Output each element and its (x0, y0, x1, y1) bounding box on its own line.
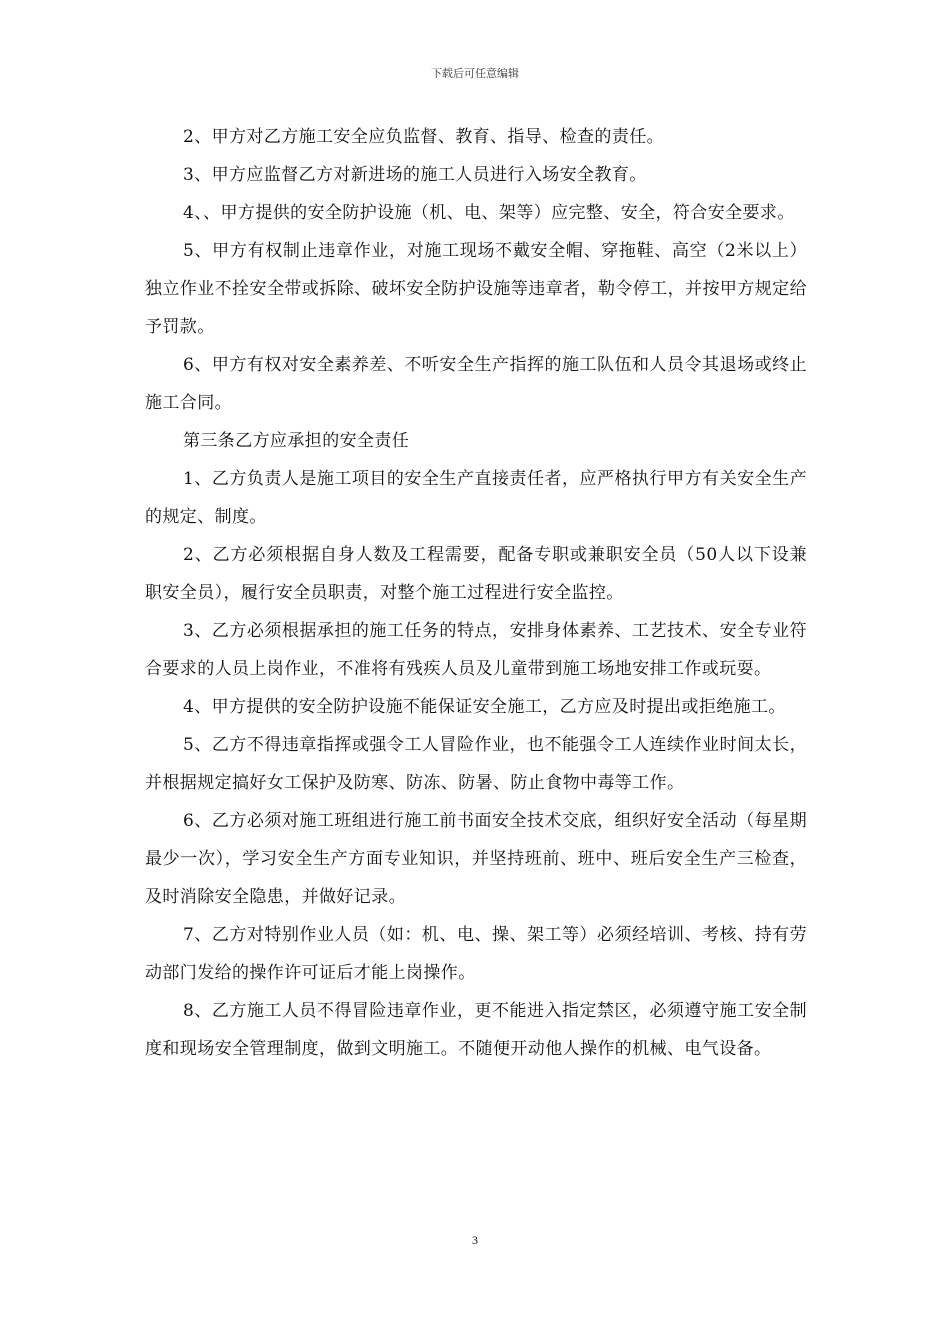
clause-paragraph: 5、乙方不得违章指挥或强令工人冒险作业，也不能强令工人连续作业时间太长，并根据规定搞好女工保护及防寒、防冻、防暑、防止食物中毒等工作。 (145, 735, 807, 793)
clause-paragraph: 2、甲方对乙方施工安全应负监督、教育、指导、检查的责任。 (183, 127, 665, 147)
clause-paragraph: 4、、甲方提供的安全防护设施（机、电、架等）应完整、安全，符合安全要求。 (183, 203, 795, 223)
page-number: 3 (472, 1233, 478, 1247)
clause-paragraph: 2、乙方必须根据自身人数及工程需要，配备专职或兼职安全员（50人以下设兼职安全员），履行安全员职责，对整个施工过程进行安全监控。 (145, 545, 807, 603)
page-header: 下载后可任意编辑 (431, 67, 519, 80)
clause-paragraph: 3、乙方必须根据承担的施工任务的特点，安排身体素养、工艺技术、安全专业符合要求的人员上岗作业，不准将有残疾人员及儿童带到施工场地安排工作或玩耍。 (145, 621, 807, 679)
section-heading: 第三条乙方应承担的安全责任 (183, 431, 410, 451)
clause-paragraph: 6、甲方有权对安全素养差、不听安全生产指挥的施工队伍和人员令其退场或终止施工合同。 (145, 355, 807, 413)
clause-paragraph: 6、乙方必须对施工班组进行施工前书面安全技术交底，组织好安全活动（每星期最少一次），学习安全生产方面专业知识，并坚持班前、班中、班后安全生产三检查，及时消除安全隐患，并做好记录。 (145, 811, 807, 907)
clause-paragraph: 1、乙方负责人是施工项目的安全生产直接责任者，应严格执行甲方有关安全生产的规定、制度。 (145, 469, 807, 527)
document-body (145, 118, 807, 1068)
clause-paragraph: 4、甲方提供的安全防护设施不能保证安全施工，乙方应及时提出或拒绝施工。 (183, 697, 786, 717)
clause-paragraph: 7、乙方对特别作业人员（如：机、电、操、架工等）必须经培训、考核、持有劳动部门发给的操作许可证后才能上岗操作。 (145, 925, 807, 983)
clause-paragraph: 8、乙方施工人员不得冒险违章作业，更不能进入指定禁区，必须遵守施工安全制度和现场安全管理制度，做到文明施工。不随便开动他人操作的机械、电气设备。 (145, 1001, 807, 1059)
clause-paragraph: 3、甲方应监督乙方对新进场的施工人员进行入场安全教育。 (183, 165, 647, 185)
clause-paragraph: 5、甲方有权制止违章作业，对施工现场不戴安全帽、穿拖鞋、高空（2米以上）独立作业不拴安全带或拆除、破坏安全防护设施等违章者，勒令停工，并按甲方规定给予罚款。 (145, 241, 807, 337)
